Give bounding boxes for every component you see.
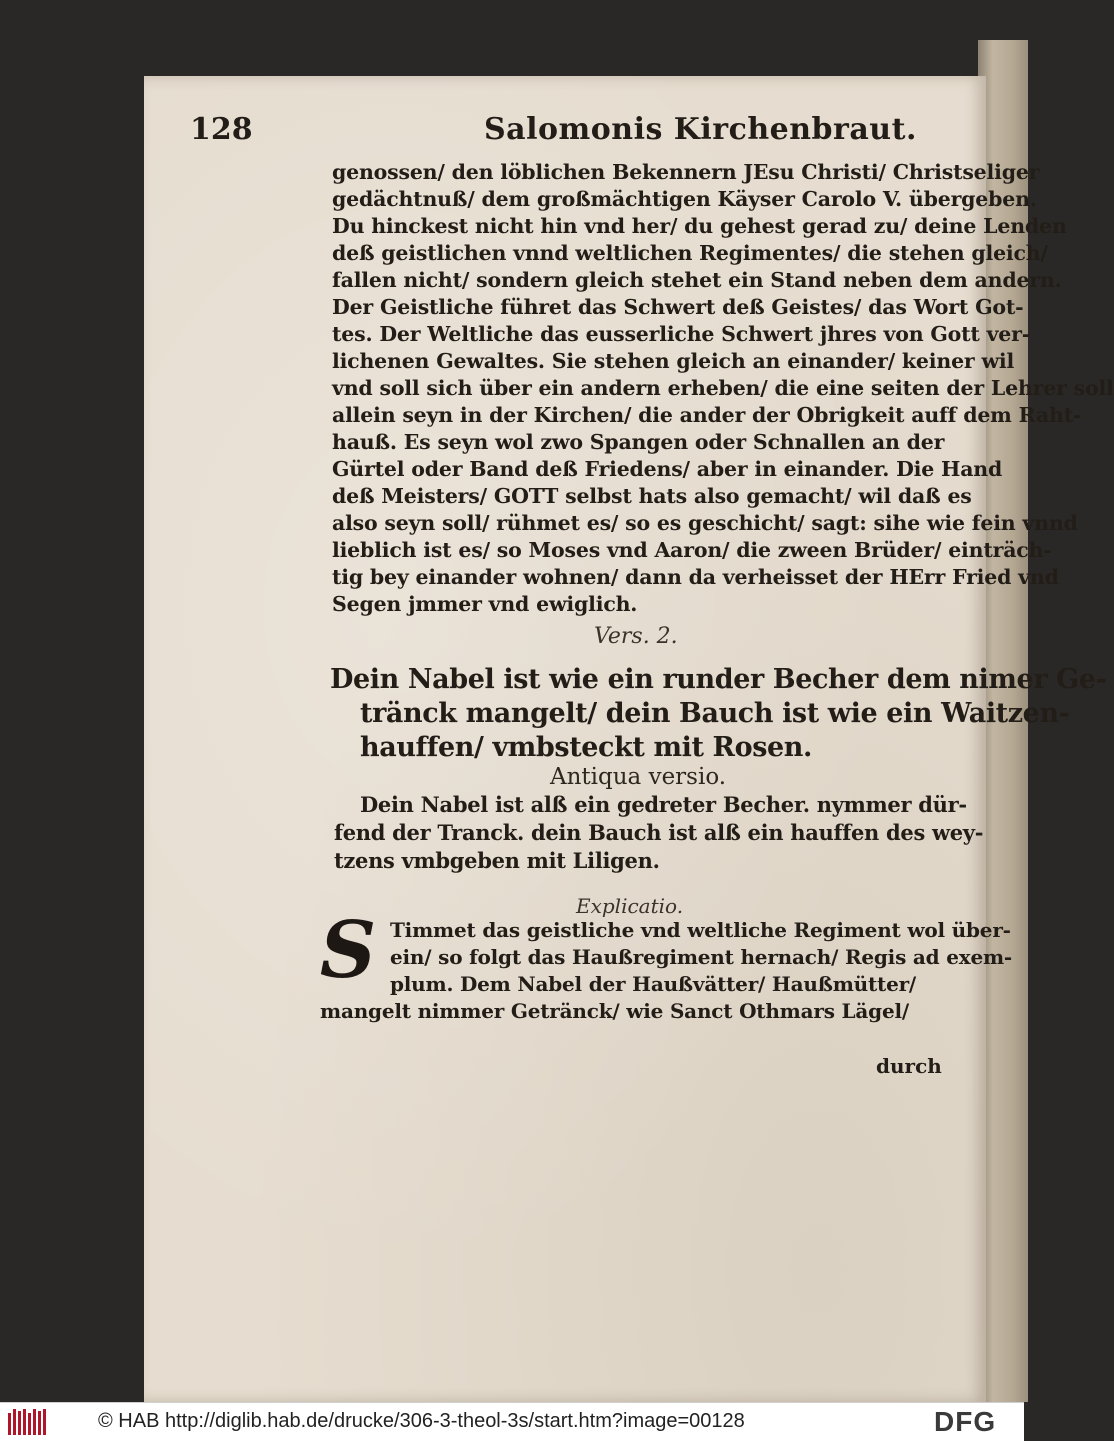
body-paragraph xyxy=(332,160,1114,620)
body-line: Du hinckest nicht hin vnd her/ du gehest gerad zu/ deine Lenden xyxy=(332,214,1067,238)
antiqua-line: fend der Tranck. dein Bauch ist alß ein hauffen des wey- xyxy=(334,820,984,845)
verse-label: Vers. 2. xyxy=(594,624,678,649)
body-line: deß geistlichen vnnd weltlichen Regimentes/ die stehen gleich/ xyxy=(332,241,1048,265)
body-line: genossen/ den löblichen Bekennern JEsu Christi/ Christseliger xyxy=(332,160,1040,184)
dfg-logo[interactable]: DFG xyxy=(934,1406,997,1437)
explicatio-line: ein/ so folgt das Haußregiment hernach/ Regis ad exem- xyxy=(390,945,1013,969)
explicatio-line: plum. Dem Nabel der Haußvätter/ Haußmütter/ xyxy=(390,972,917,996)
body-line: vnd soll sich über ein andern erheben/ die eine seiten der Lehrer soll xyxy=(332,376,1114,400)
body-line: lieblich ist es/ so Moses vnd Aaron/ die zween Brüder/ einträch- xyxy=(332,538,1052,562)
body-line: lichenen Gewaltes. Sie stehen gleich an einander/ keiner wil xyxy=(332,349,1015,373)
viewer-footer xyxy=(0,1402,1024,1441)
page-number: 128 xyxy=(190,112,253,147)
body-line: Segen jmmer vnd ewiglich. xyxy=(332,592,638,616)
body-line: allein seyn in der Kirchen/ die ander der Obrigkeit auff dem Raht- xyxy=(332,403,1082,427)
body-line: Gürtel oder Band deß Friedens/ aber in einander. Die Hand xyxy=(332,457,1003,481)
antiqua-line: Dein Nabel ist alß ein gedreter Becher. nymmer dür- xyxy=(360,792,967,817)
copyright-link[interactable]: © HAB http://diglib.hab.de/drucke/306-3-theol-3s/start.htm?image=00128 xyxy=(98,1410,745,1432)
body-line: gedächtnuß/ dem großmächtigen Käyser Carolo V. übergeben. xyxy=(332,187,1037,211)
body-line: tig bey einander wohnen/ dann da verheisset der HErr Fried vnd xyxy=(332,565,1059,589)
antiqua-label: Antiqua versio. xyxy=(550,764,727,790)
body-line: deß Meisters/ GOTT selbst hats also gemacht/ wil daß es xyxy=(332,484,972,508)
body-line: tes. Der Weltliche das eusserliche Schwert jhres von Gott ver- xyxy=(332,322,1031,346)
explicatio-line: Timmet das geistliche vnd weltliche Regiment wol über- xyxy=(390,918,1011,942)
running-title: Salomonis Kirchenbraut. xyxy=(484,112,917,147)
body-line: fallen nicht/ sondern gleich stehet ein Stand neben dem andern. xyxy=(332,268,1062,292)
antiqua-line: tzens vmbgeben mit Liligen. xyxy=(334,848,660,873)
body-line: hauß. Es seyn wol zwo Spangen oder Schnallen an der xyxy=(332,430,945,454)
body-line: Der Geistliche führet das Schwert deß Geistes/ das Wort Got- xyxy=(332,295,1024,319)
explicatio-line: mangelt nimmer Getränck/ wie Sanct Othmars Lägel/ xyxy=(320,999,909,1023)
catchword: durch xyxy=(876,1054,942,1078)
verse-line: Dein Nabel ist wie ein runder Becher dem nimer Ge- xyxy=(330,664,1107,695)
verse-line: tränck mangelt/ dein Bauch ist wie ein Waitzen- xyxy=(360,698,1070,729)
body-line: also seyn soll/ rühmet es/ so es geschicht/ sagt: sihe wie fein vnnd xyxy=(332,511,1078,535)
hab-library-logo-icon[interactable] xyxy=(8,1409,48,1435)
decorated-initial: S xyxy=(319,905,377,996)
explicatio-label: Explicatio. xyxy=(576,894,684,918)
verse-line: hauffen/ vmbsteckt mit Rosen. xyxy=(360,732,813,763)
